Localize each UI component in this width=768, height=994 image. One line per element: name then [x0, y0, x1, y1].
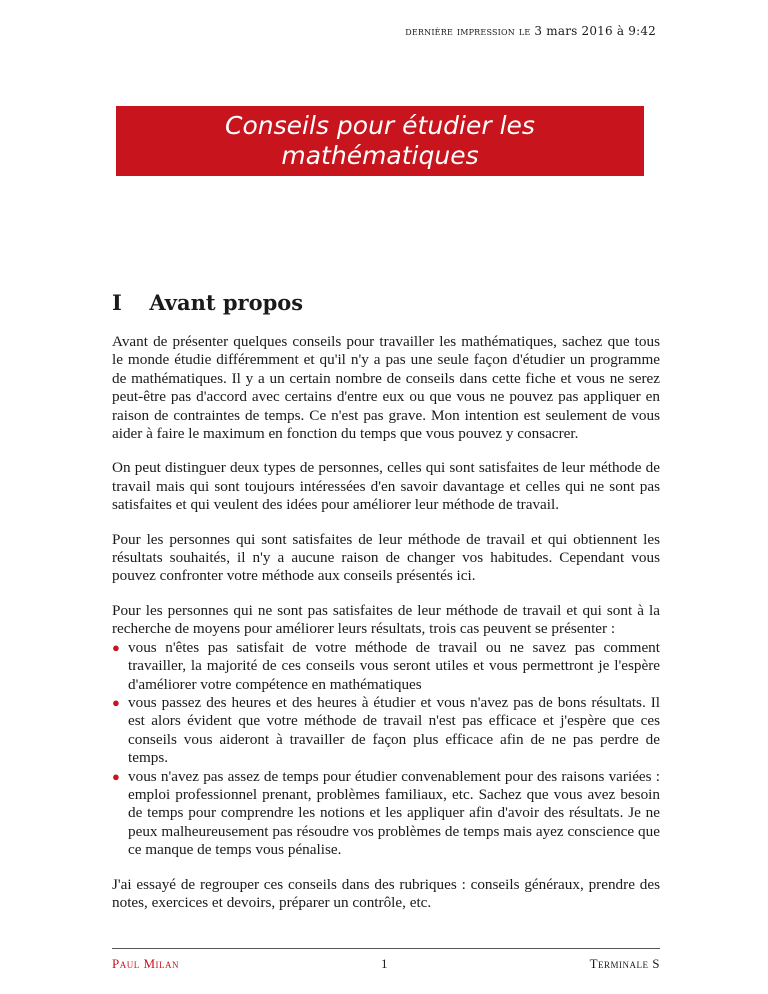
footer-class: Terminale S	[589, 956, 660, 971]
paragraph: Avant de présenter quelques conseils pour travailler les mathématiques, sachez que tous le monde étudie différemment et qu'il n'y a pas une seule façon d'étudier un programme de mathématiques. Il y a un certain nombre de conseils dans cette fiche et vous ne serez peut-être pas d'accord avec certains d'entre eux ou que vous ne pouvez pas appliquer en raison de contraintes de temps. Ce n'est pas grave. Mon intention est seulement de vous aider à faire le maximum en fonction du temps que vous pouvez y consacrer.	[112, 333, 660, 443]
bullet-dot-icon: ●	[112, 694, 120, 710]
list-item	[112, 694, 660, 768]
list-item-text: vous passez des heures et des heures à étudier et vous n'avez pas de bons résultats. Il est alors évident que votre méthode de travail n'est pas efficace et j'espère que ces conseils vous aideront à travailler de façon plus efficace afin de ne pas perdre de temps.	[128, 693, 660, 767]
print-time: 9:42	[628, 24, 656, 38]
paragraph: Pour les personnes qui sont satisfaites de leur méthode de travail et qui obtiennent les résultats souhaités, il n'y a aucune raison de changer vos habitudes. Cependant vous pouvez confronter votre méthode aux conseils présentés ici.	[112, 530, 660, 585]
paragraph: On peut distinguer deux types de personnes, celles qui sont satisfaites de leur méthode de travail mais qui sont toujours intéressées d'en savoir davantage et celles qui ne sont pas satisfaites et qui veulent des idées pour améliorer leur méthode de travail.	[112, 459, 660, 514]
print-date-header	[405, 24, 656, 38]
footer-divider	[112, 948, 660, 949]
bullet-list	[112, 639, 660, 860]
section-title: Avant propos	[149, 290, 304, 315]
paragraph: Pour les personnes qui ne sont pas satisfaites de leur méthode de travail et qui sont à la recherche de moyens pour améliorer leurs résultats, trois cas peuvent se présenter :	[112, 601, 660, 638]
section-heading	[112, 290, 303, 315]
document-body	[112, 333, 660, 928]
closing-paragraph: J'ai essayé de regrouper ces conseils dans des rubriques : conseils généraux, prendre des notes, exercices et devoirs, préparer un contrôle, etc.	[112, 875, 660, 911]
print-date: 3 mars 2016	[534, 24, 613, 38]
bullet-dot-icon: ●	[112, 768, 120, 784]
bullet-dot-icon: ●	[112, 639, 120, 655]
footer-author: Paul Milan	[112, 956, 180, 971]
page-footer	[112, 956, 660, 972]
section-number: I	[112, 290, 122, 315]
list-item-text: vous n'avez pas assez de temps pour étudier convenablement pour des raisons variées : emploi professionnel prenant, problèmes familiaux, etc. Sachez que vous avez besoin de temps pour comprendre les notions et les appliquer afin d'avoir des résultats. Je ne peux malheureusement pas résoudre vos problèmes de temps mais ayez conscience que ce manque de temps vous pénalise.	[128, 767, 660, 859]
print-label: dernière impression le	[405, 24, 531, 38]
list-item	[112, 768, 660, 860]
list-item-text: vous n'êtes pas satisfait de votre méthode de travail ou ne savez pas comment travailler, la majorité de ces conseils vous seront utiles et vous permettront je l'espère d'améliorer votre compétence en mathématiques	[128, 638, 660, 693]
page-number: 1	[381, 956, 388, 971]
print-at: à	[616, 24, 625, 38]
title-banner	[116, 106, 644, 176]
document-title: Conseils pour étudier les mathématiques	[225, 111, 535, 170]
list-item	[112, 639, 660, 694]
